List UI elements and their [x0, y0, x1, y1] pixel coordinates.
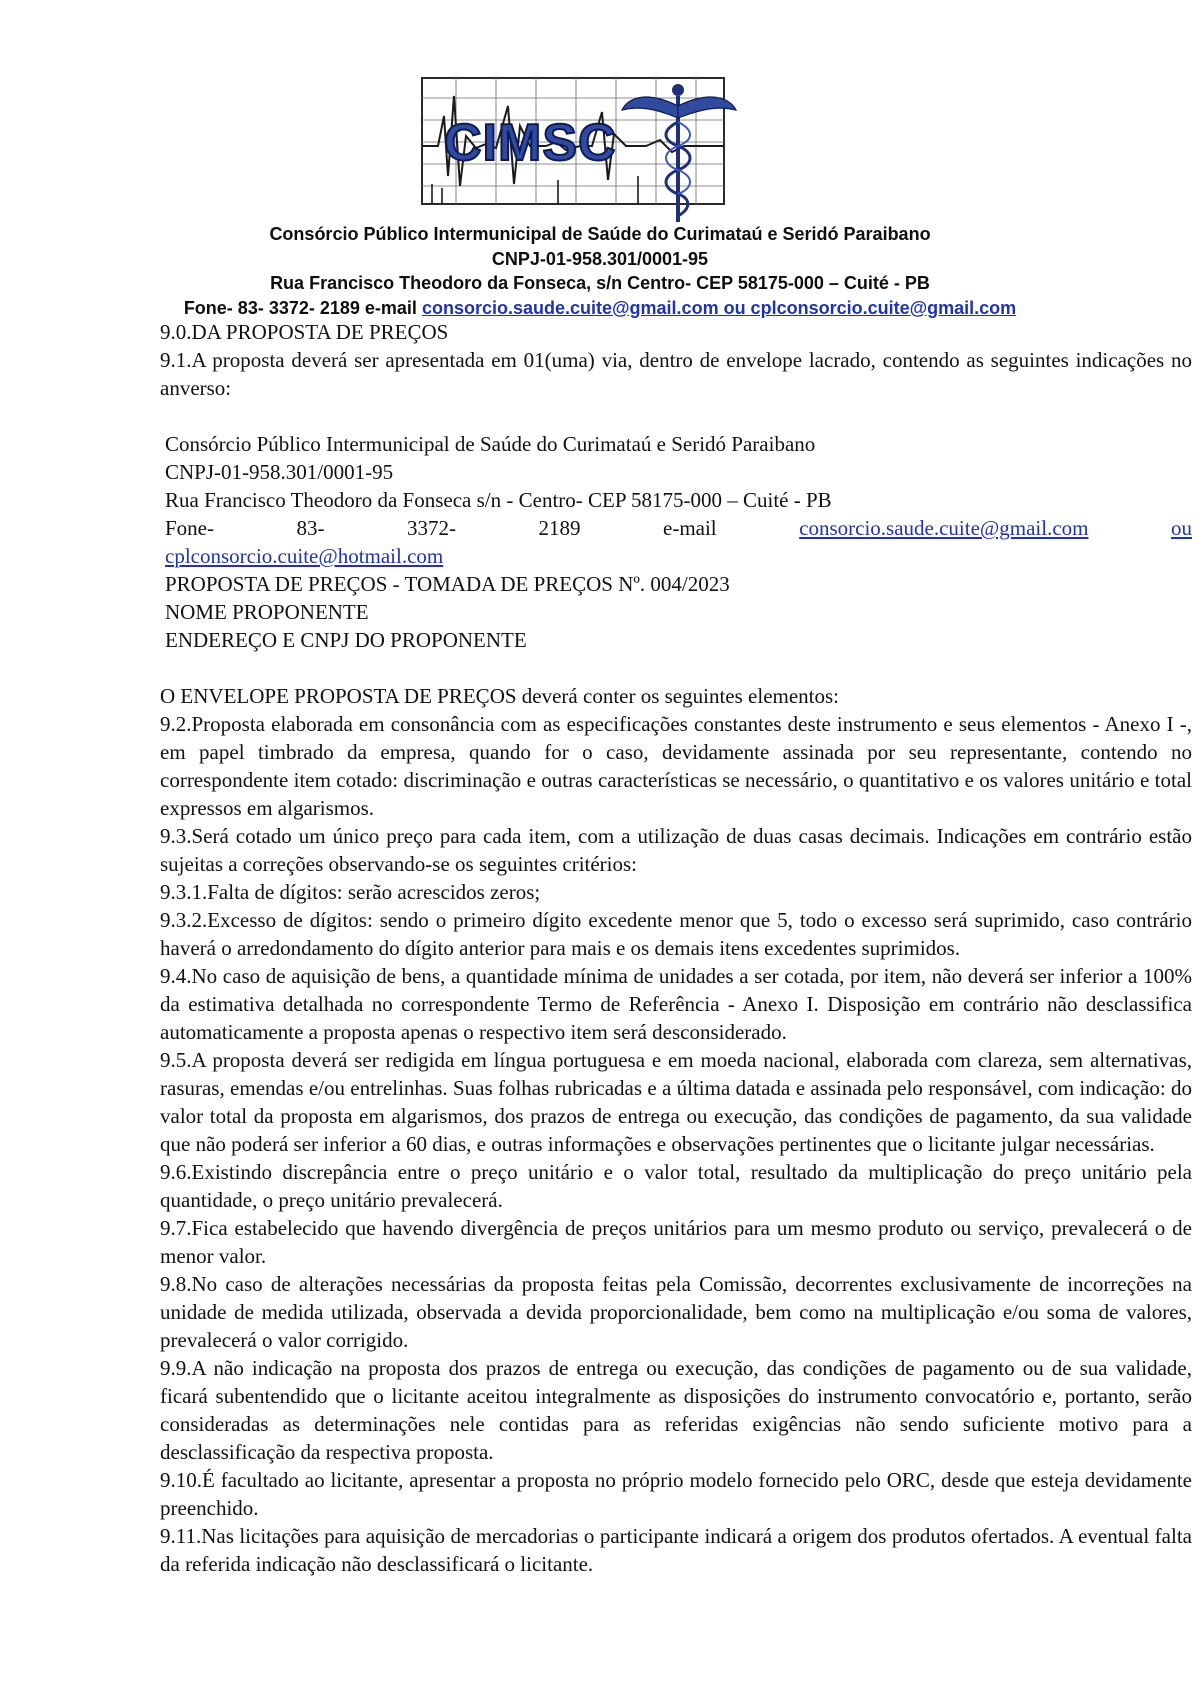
- envelope-title: PROPOSTA DE PREÇOS - TOMADA DE PREÇOS Nº. 004/2023: [165, 572, 730, 596]
- paragraph-9-2: 9.2.Proposta elaborada em consonância com as especificações constantes deste instrumento e seus elementos - Anexo I -, em papel timbrado da empresa, quando for o caso, devidamente assinada por seu representante, contendo no correspondente item cotado: discriminação e outras características se necessário, o quantitativo e os valores unitário e total expressos em algarismos.: [160, 712, 1192, 820]
- cimsc-logo-text: CIMSC: [444, 114, 617, 172]
- envelope-intro: O ENVELOPE PROPOSTA DE PREÇOS deverá conter os seguintes elementos:: [160, 684, 840, 708]
- paragraph-9-3-1: 9.3.1.Falta de dígitos: serão acrescidos zeros;: [160, 880, 541, 904]
- paragraph-9-11: 9.11.Nas licitações para aquisição de mercadorias o participante indicará a origem dos produtos ofertados. A eventual falta da referida indicação não desclassificará o licitante.: [160, 1524, 1192, 1576]
- letterhead-phone: Fone- 83- 3372- 2189 e-mail: [183, 297, 422, 318]
- cimsc-logo-graphic: [416, 76, 776, 224]
- caduceus-icon: [622, 84, 736, 222]
- letterhead-contact: [160, 296, 1040, 321]
- phone-part: 3372-: [407, 516, 456, 540]
- paragraph-9-10: 9.10.É facultado ao licitante, apresentar a proposta no próprio modelo fornecido pelo ORC, desde que esteja devidamente preenchido.: [160, 1468, 1192, 1520]
- letterhead-email-link[interactable]: consorcio.saude.cuite@gmail.com ou cplconsorcio.cuite@gmail.com: [421, 297, 1017, 318]
- paragraph-9-3: 9.3.Será cotado um único preço para cada item, com a utilização de duas casas decimais. Indicações em contrário estão sujeitas a correções observando-se os seguintes critérios:: [160, 824, 1192, 876]
- paragraph-9-4: 9.4.No caso de aquisição de bens, a quantidade mínima de unidades a ser cotada, por item, não deverá ser inferior a 100% da estimativa detalhada no correspondente Termo de Referência - Anexo I. Disposição em contrário não desclassifica automaticamente a proposta apenas o respectivo item será desconsiderado.: [160, 964, 1192, 1044]
- envelope-org-name: Consórcio Público Intermunicipal de Saúde do Curimataú e Seridó Paraibano: [165, 432, 816, 456]
- spacer: [160, 654, 1192, 682]
- paragraph-9-3-2: 9.3.2.Excesso de dígitos: sendo o primeiro dígito excedente menor que 5, todo o excesso será suprimido, caso contrário haverá o arredondamento do dígito anterior para mais e os demais itens excedentes suprimidos.: [160, 908, 1192, 960]
- spacer: [160, 402, 1192, 430]
- envelope-email-line-2: [165, 542, 1192, 570]
- envelope-email-link-1[interactable]: consorcio.saude.cuite@gmail.com: [799, 516, 1089, 540]
- envelope-address: Rua Francisco Theodoro da Fonseca s/n - Centro- CEP 58175-000 – Cuité - PB: [165, 488, 832, 512]
- phone-part: 2189: [538, 516, 581, 540]
- phone-part: e-mail: [663, 516, 717, 540]
- envelope-address-block: [165, 430, 1192, 654]
- envelope-or-word[interactable]: ou: [1170, 516, 1192, 540]
- envelope-proponent-name: NOME PROPONENTE: [165, 600, 369, 624]
- document-body: [160, 318, 1192, 1578]
- paragraph-9-7: 9.7.Fica estabelecido que havendo divergência de preços unitários para um mesmo produto ou serviço, prevalecerá o de menor valor.: [160, 1216, 1192, 1268]
- phone-part: 83-: [296, 516, 325, 540]
- letterhead-org-name: Consórcio Público Intermunicipal de Saúde do Curimataú e Seridó Paraibano: [269, 224, 931, 244]
- cimsc-logo: [416, 76, 776, 224]
- paragraph-9-6: 9.6.Existindo discrepância entre o preço unitário e o valor total, resultado da multiplicação do preço unitário pela quantidade, o preço unitário prevalecerá.: [160, 1160, 1192, 1212]
- envelope-cnpj: CNPJ-01-958.301/0001-95: [165, 460, 394, 484]
- letterhead-address: Rua Francisco Theodoro da Fonseca, s/n Centro- CEP 58175-000 – Cuité - PB: [270, 273, 930, 293]
- envelope-email-link-2[interactable]: cplconsorcio.cuite@hotmail.com: [165, 544, 444, 568]
- section-title: 9.0.DA PROPOSTA DE PREÇOS: [160, 320, 449, 344]
- paragraph-9-9: 9.9.A não indicação na proposta dos prazos de entrega ou execução, das condições de pagamento ou de sua validade, ficará subentendido que o licitante aceitou integralmente as disposições do instrumento convocatório e, portanto, serão consideradas as determinações nele contidas para as referidas exigências não sendo suficiente motivo para a desclassificação da respectiva proposta.: [160, 1356, 1192, 1464]
- envelope-proponent-address: ENDEREÇO E CNPJ DO PROPONENTE: [165, 628, 527, 652]
- paragraph-9-1: 9.1.A proposta deverá ser apresentada em 01(uma) via, dentro de envelope lacrado, contendo as seguintes indicações no anverso:: [160, 348, 1192, 400]
- phone-part: Fone-: [165, 516, 214, 540]
- paragraph-9-8: 9.8.No caso de alterações necessárias da proposta feitas pela Comissão, decorrentes exclusivamente de incorreções na unidade de medida utilizada, observada a devida proporcionalidade, bem como na multiplicação e/ou soma de valores, prevalecerá o valor corrigido.: [160, 1272, 1192, 1352]
- letterhead-cnpj: CNPJ-01-958.301/0001-95: [491, 248, 709, 269]
- paragraph-9-5: 9.5.A proposta deverá ser redigida em língua portuguesa e em moeda nacional, elaborada com clareza, sem alternativas, rasuras, emendas e/ou entrelinhas. Suas folhas rubricadas e a última datada e assinada pelo responsável, com indicação: do valor total da proposta em algarismos, dos prazos de entrega ou execução, das condições de pagamento, da sua validade que não poderá ser inferior a 60 dias, e outras informações e observações pertinentes que o licitante julgar necessárias.: [160, 1048, 1192, 1156]
- envelope-phone-line: [165, 514, 1192, 542]
- letterhead: [160, 222, 1040, 320]
